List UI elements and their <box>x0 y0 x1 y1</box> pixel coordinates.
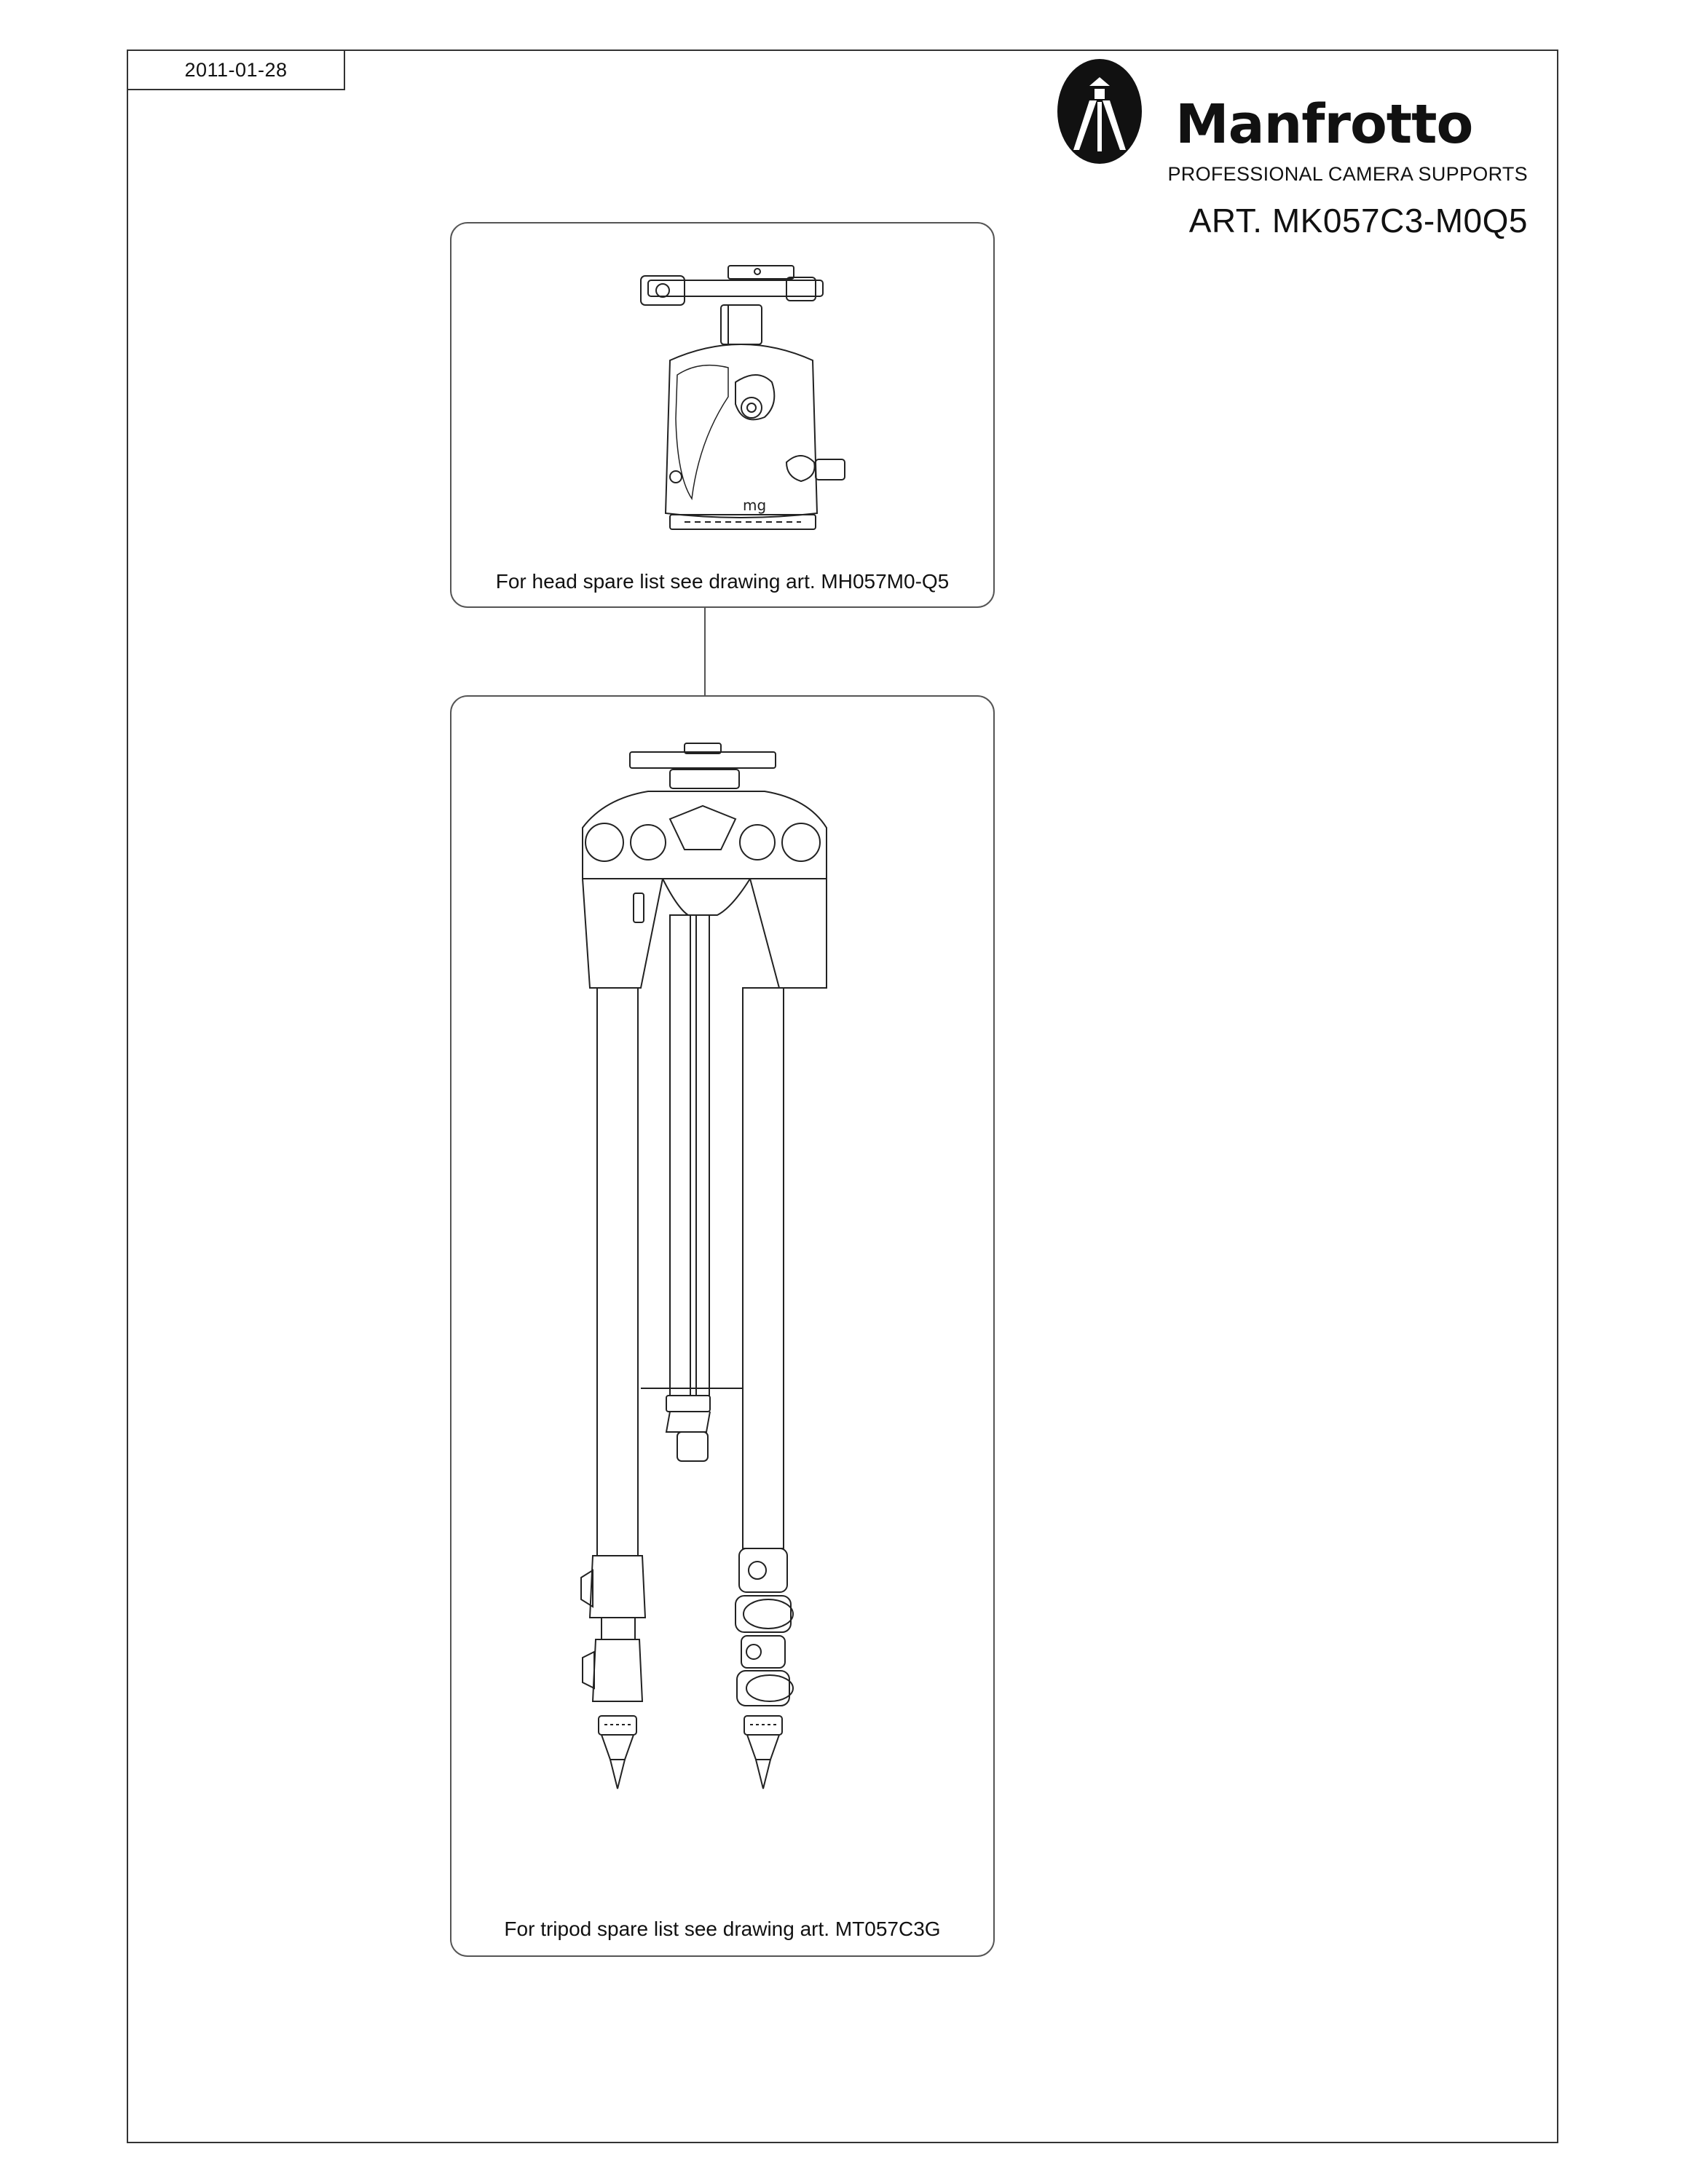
tagline: PROFESSIONAL CAMERA SUPPORTS <box>1167 163 1528 185</box>
brand-name: Manfrotto <box>1175 93 1473 156</box>
connector-line <box>704 608 706 695</box>
brand-logo <box>1054 57 1550 166</box>
ball-head-drawing <box>619 258 867 550</box>
tripod-panel <box>450 695 995 1957</box>
head-caption: For head spare list see drawing art. MH057M0-Q5 <box>495 570 950 593</box>
manfrotto-logo-icon <box>1054 57 1149 166</box>
date-box <box>127 50 345 90</box>
date-text: 2011-01-28 <box>184 58 288 81</box>
mg-mark: mg <box>743 496 767 514</box>
head-panel <box>450 222 995 608</box>
tripod-caption: For tripod spare list see drawing art. MT057C3G <box>504 1918 941 1940</box>
tripod-drawing <box>561 733 888 1869</box>
article-number: ART. MK057C3-M0Q5 <box>1188 202 1528 240</box>
